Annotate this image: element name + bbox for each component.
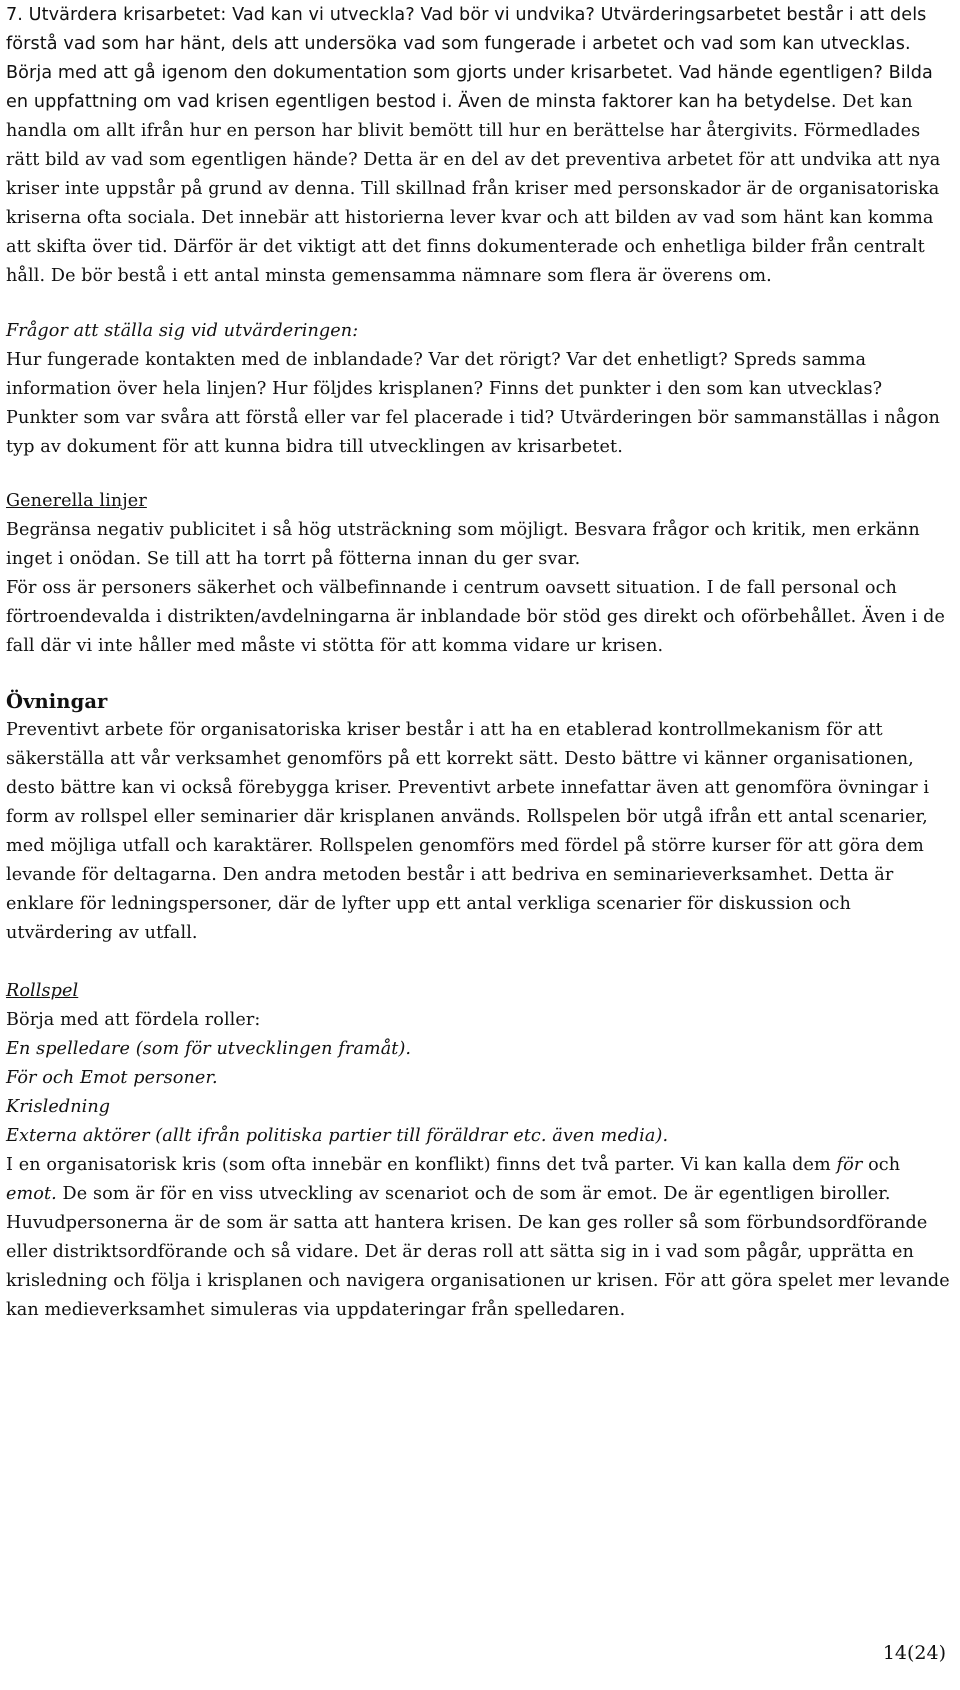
role-for-against: För och Emot personer.: [6, 1068, 218, 1088]
role-game-master: En spelledare (som för utvecklingen framåt).: [6, 1039, 412, 1059]
page-number: 14(24): [882, 1642, 946, 1664]
roleplay-body-emot: emot.: [6, 1184, 57, 1204]
roleplay-body: [6, 1151, 952, 1325]
document-page: [6, 0, 952, 1325]
intro-rest-text: Det kan handla om allt ifrån hur en person har blivit bemött till hur en berättelse har återgivits. Förmedlades rätt bild av vad som egentligen hände? Detta är en del av det preventiva arbetet för att undvika att nya kriser inte uppstår på grund av denna. Till skillnad från kriser med personskador är de organisatoriska kriserna ofta sociala. Det innebär att historierna lever kvar och att bilden av vad som hänt kan komma att skifta över tid. Därför är det viktigt att det finns dokumenterade och enhetliga bilder från centralt håll. De bör bestå i ett antal minsta gemensamma nämnare som flera är överens om.: [6, 92, 941, 286]
general-heading: Generella linjer: [6, 491, 147, 511]
roleplay-intro: Börja med att fördela roller:: [6, 1010, 261, 1030]
role-external-actors: Externa aktörer (allt ifrån politiska partier till föräldrar etc. även media).: [6, 1126, 669, 1146]
roleplay-heading: Rollspel: [6, 981, 79, 1001]
roleplay-body-part-1: I en organisatorisk kris (som ofta innebär en konflikt) finns det två parter. Vi kan kalla dem: [6, 1155, 837, 1175]
exercises-heading: Övningar: [6, 690, 108, 713]
roleplay-body-and: och: [862, 1155, 901, 1175]
general-line-1: Begränsa negativ publicitet i så hög utsträckning som möjligt. Besvara frågor och kritik, men erkänn inget i onödan. Se till att ha torrt på fötterna innan du ger svar.: [6, 520, 920, 569]
roleplay-body-for: för: [836, 1155, 863, 1175]
role-crisis-management: Krisledning: [6, 1097, 111, 1117]
general-line-2: För oss är personers säkerhet och välbefinnande i centrum oavsett situation. I de fall personal och förtroendevalda i distrikten/avdelningarna är inblandade bör stöd ges direkt och oförbehållet. Även i de fall där vi inte håller med måste vi stötta för att komma vidare ur krisen.: [6, 578, 946, 656]
roleplay-body-part-2: De som är för en viss utveckling av scenariot och de som är emot. De är egentligen biroller. Huvudpersonerna är de som är satta att hantera krisen. De kan ges roller så som förbundsordförande eller distriktsordförande och så vidare. Det är deras roll att sätta sig in i vad som pågår, upprätta en krisledning och följa i krisplanen och navigera organisationen ur krisen. För att göra spelet mer levande kan medieverksamhet simuleras via uppdateringar från spelledaren.: [6, 1184, 950, 1320]
intro-paragraph: [6, 0, 952, 291]
questions-body: Hur fungerade kontakten med de inblandade? Var det rörigt? Var det enhetligt? Spreds samma information över hela linjen? Hur följdes krisplanen? Finns det punkter i den som kan utvecklas? Punkter som var svåra att förstå eller var fel placerade i tid? Utvärderingen bör sammanställas i någon typ av dokument för att kunna bidra till utvecklingen av krisarbetet.: [6, 350, 940, 457]
exercises-body: Preventivt arbete för organisatoriska kriser består i att ha en etablerad kontrollmekanism för att säkerställa att vår verksamhet genomförs på ett korrekt sätt. Desto bättre vi känner organisationen, desto bättre kan vi också förebygga kriser. Preventivt arbete innefattar även att genomföra övningar i form av rollspel eller seminarier där krisplanen används. Rollspelen bör utgå ifrån ett antal scenarier, med möjliga utfall och karaktärer. Rollspelen genomförs med fördel på större kurser för att göra dem levande för deltagarna. Den andra metoden består i att bedriva en seminarieverksamhet. Detta är enklare för ledningspersoner, där de lyfter upp ett antal verkliga scenarier för diskussion och utvärdering av utfall.: [6, 720, 930, 943]
questions-heading: Frågor att ställa sig vid utvärderingen:: [6, 321, 359, 341]
intro-lead-text: 7. Utvärdera krisarbetet: Vad kan vi utveckla? Vad bör vi undvika? Utvärderingsarbetet består i att dels förstå vad som har hänt, dels att undersöka vad som fungerade i arbetet och vad som kan utvecklas. Börja med att gå igenom den dokumentation som gjorts under krisarbetet. Vad hände egentligen? Bilda en uppfattning om vad krisen egentligen bestod i. Även de minsta faktorer kan ha betydelse.: [6, 5, 933, 112]
